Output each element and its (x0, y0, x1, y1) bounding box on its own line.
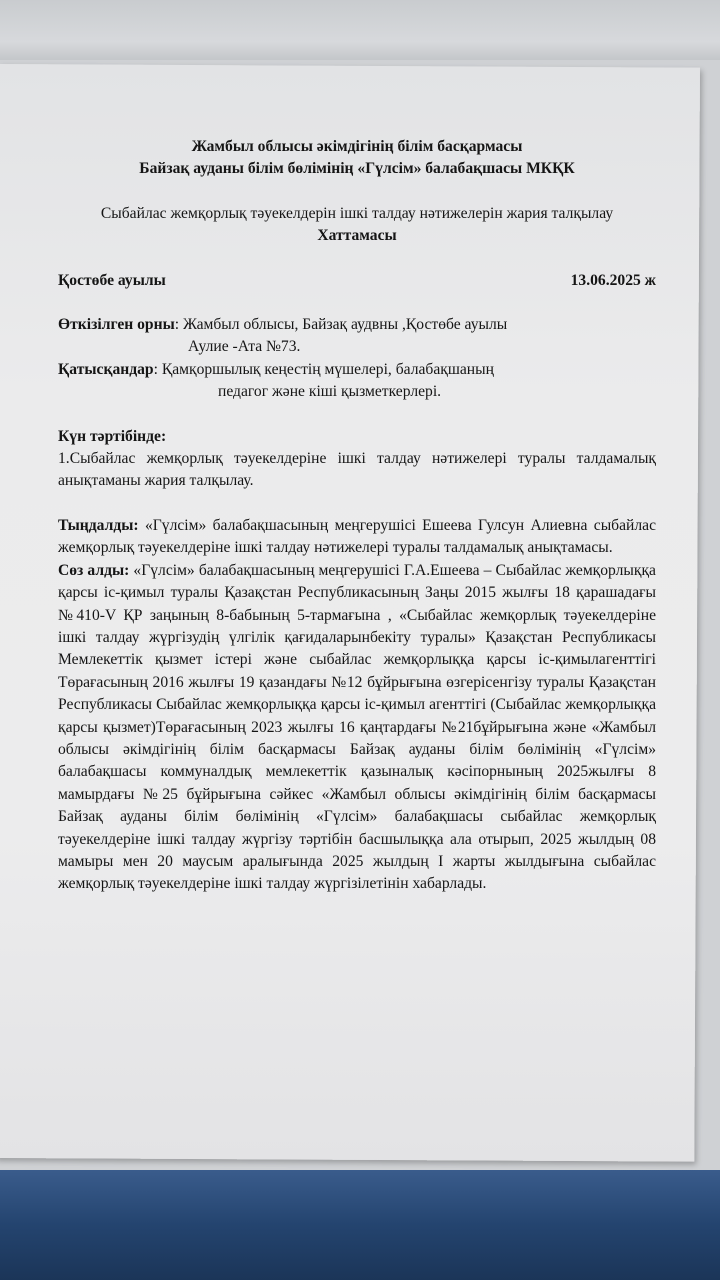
venue-value: : Жамбыл облысы, Байзақ аудвны ,Қостөбе ауылы (174, 316, 508, 334)
document-body (58, 136, 656, 896)
venue-value-2: Аулие -Ата №73. (188, 338, 301, 356)
venue-label: Өткізілген орны (58, 316, 175, 334)
document-subject: Сыбайлас жемқорлық тәуекелдерін ішкі талдау нәтижелерін жария талқылау (100, 204, 614, 222)
participants-value: : Қамқоршылық кеңестің мүшелері, балабақшаның (153, 360, 494, 378)
speech-text: «Гүлсім» балабақшасының меңгерушісі Г.А.Ешеева – Сыбайлас жемқорлыққа қарсы іс-қимыл туралы Қазақстан Республикасының Заңы 2015 жылғы 18 қарашадағы №410-V ҚР заңының 8-бабының 5-тармағына , «Сыбайлас жемқорлық тәуекелдеріне ішкі талдау жүргізудің үлгілік қағидаларынбекіту туралы» Қазақстан Республикасы Мемлекеттік қызмет істері және сыбайлас жемқорлыққа қарсы іс-қимылагенттігі Төрағасының 2016 жылғы 19 қазандағы №12 бұйрығына өзгерісенгізу туралы Қазақстан Республикасы Сыбайлас жемқорлыққа қарсы іс-қимыл агенттігі (Сыбайлас жемқорлыққа қарсы қызмет)Төрағасының 2023 жылғы 16 қаңтардағы №21бұйрығына және «Жамбыл облысы әкімдігінің білім басқармасы Байзақ ауданы білім бөлімінің «Гүлсім» балабақшасы коммуналдық мемлекеттік қазыналық кәсіпорнының 2025жылғы 8 мамырдағы №25 бұйрығына сәйкес «Жамбыл облысы әкімдігінің білім басқармасы Байзақ ауданы білім бөлімінің «Гүлсім» балабақшасы сыбайлас жемқорлық тәуекелдеріне ішкі талдау жүргізу тәртібін басшылыққа ала отырып, 2025 жылдың 08 мамыры мен 20 маусым аралығында 2025 жылдың I жарты жылдығына сыбайлас жемқорлық тәуекелдеріне ішкі талдау жүргізілетінін хабарлады. (58, 561, 656, 893)
listened-paragraph (58, 515, 656, 560)
listened-text: «Гүлсім» балабақшасының меңгерушісі Ешеева Гулсун Алиевна сыбайлас жемқорлық тәуекелдеріне ішкі талдау нәтижелері туралы талдамалық анықтамасы. (58, 516, 656, 557)
agenda-item-1: 1.Сыбайлас жемқорлық тәуекелдеріне ішкі талдау нәтижелері туралы талдамалық анықтаманы жария талқылау. (58, 450, 656, 490)
agenda-label: Күн тәртібінде: (58, 427, 167, 445)
participants-label: Қатысқандар (58, 360, 154, 378)
venue-line (58, 314, 656, 336)
participants-line (58, 359, 656, 381)
listened-label: Тыңдалды: (58, 516, 139, 534)
header-line-2: Байзақ ауданы білім бөлімінің «Гүлсім» балабақшасы МКҚК (139, 160, 575, 178)
speech-paragraph (58, 560, 656, 896)
place-date-row (58, 270, 656, 292)
background-blue-cloth (0, 1170, 720, 1280)
date: 13.06.2025 ж (570, 271, 656, 289)
participants-value-2: педагог және кіші қызметкерлері. (218, 383, 442, 401)
speech-label: Сөз алды: (58, 561, 130, 579)
place: Қостөбе ауылы (58, 271, 166, 289)
document-type: Хаттамасы (317, 227, 397, 245)
header-line-1: Жамбыл облысы әкімдігінің білім басқармасы (191, 138, 523, 155)
